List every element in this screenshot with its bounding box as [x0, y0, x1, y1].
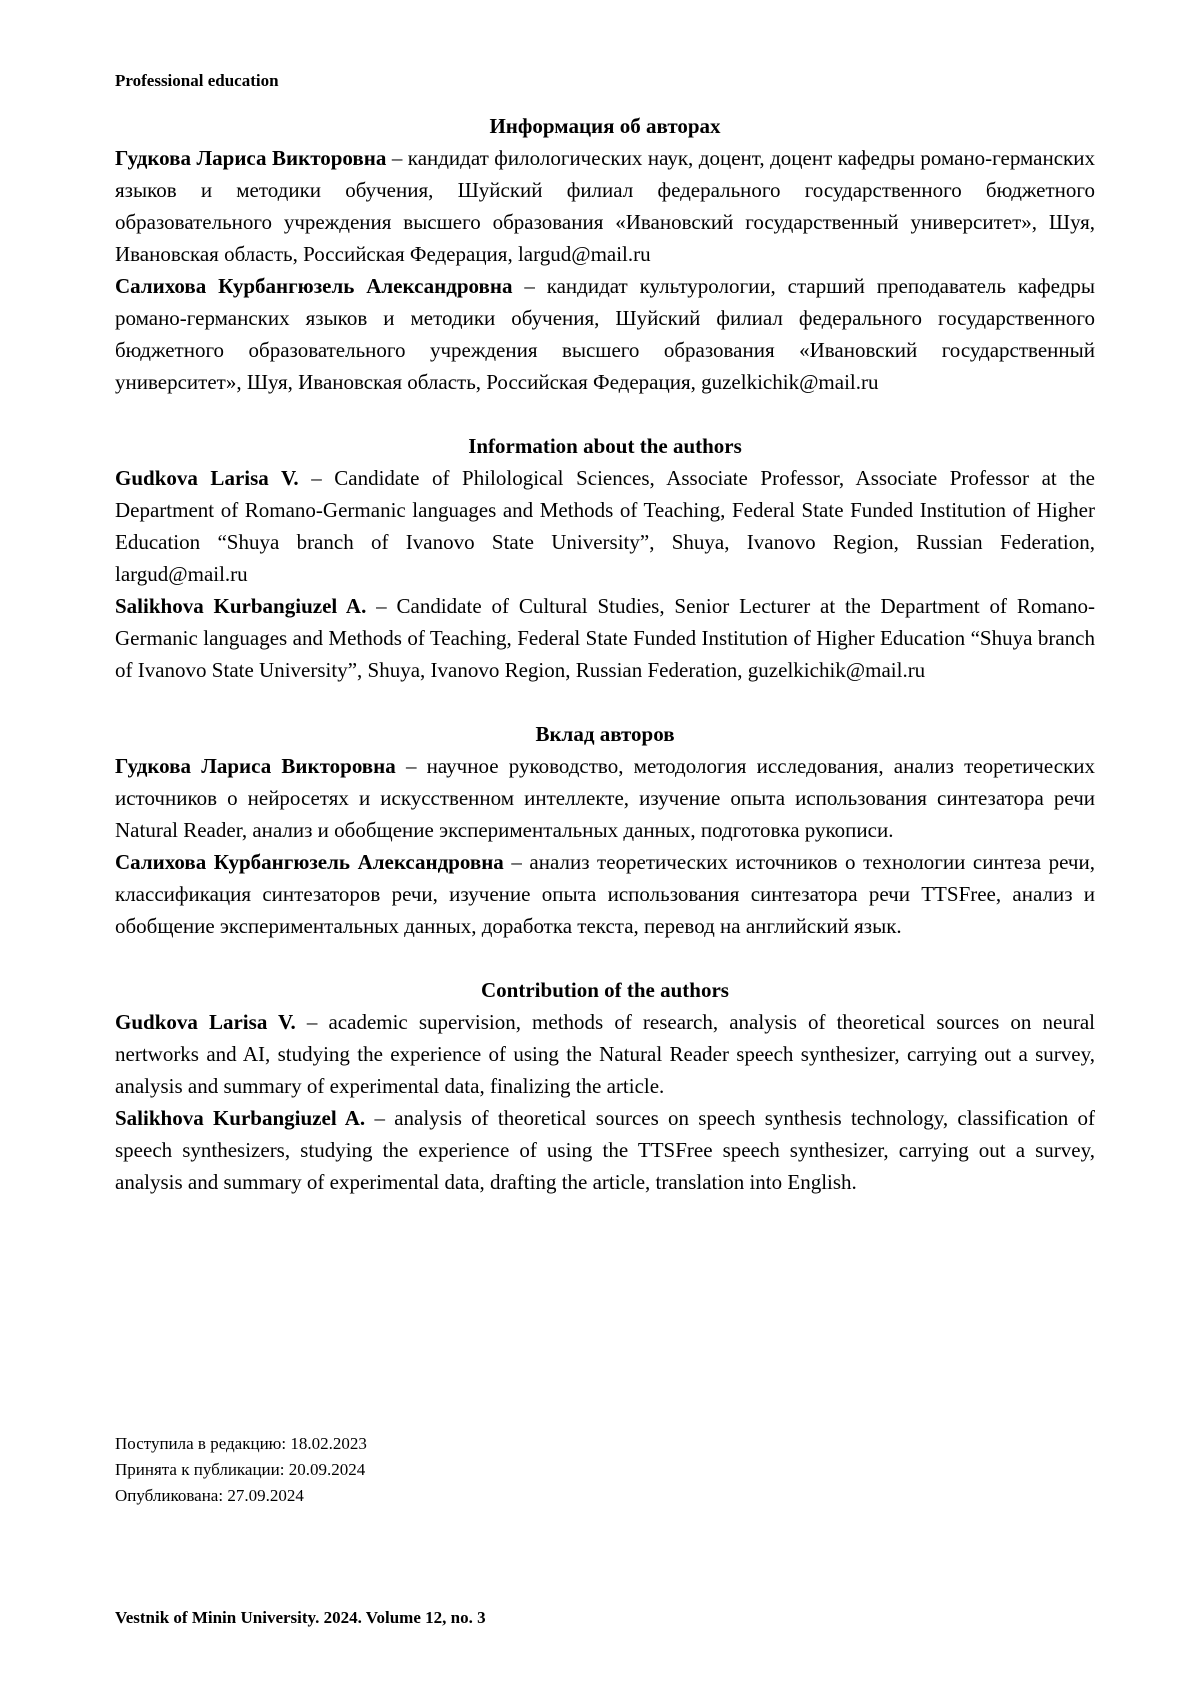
- contribution-description: – analysis of theoretical sources on speech synthesis technology, classification of speech synthesizers, studying the experience of using the TTSFree speech synthesizer, carrying out a survey, analysis and summary of experimental data, drafting the article, translation into English.: [115, 1106, 1095, 1194]
- author-name: Гудкова Лариса Викторовна: [115, 146, 387, 170]
- received-date: Поступила в редакцию: 18.02.2023: [115, 1434, 367, 1453]
- contribution-entry: [115, 1006, 1095, 1102]
- author-name: Гудкова Лариса Викторовна: [115, 754, 396, 778]
- section-title: Информация об авторах: [489, 114, 721, 138]
- author-description: – Candidate of Philological Sciences, Associate Professor, Associate Professor at the Department of Romano-Germanic languages and Methods of Teaching, Federal State Funded Institution of Higher Education “Shuya branch of Ivanovo State University”, Shuya, Ivanovo Region, Russian Federation, largud@mail.ru: [115, 466, 1095, 586]
- section-title: Information about the authors: [468, 434, 742, 458]
- section-title: Вклад авторов: [535, 722, 675, 746]
- author-entry: [115, 142, 1095, 270]
- author-name: Gudkova Larisa V.: [115, 1010, 296, 1034]
- contribution-description: – анализ теоретических источников о технологии синтеза речи, классификация синтезаторов речи, изучение опыта использования синтезатора речи TTSFree, анализ и обобщение экспериментальных данных, доработка текста, перевод на английский язык.: [115, 850, 1095, 938]
- journal-footer: Vestnik of Minin University. 2024. Volume 12, no. 3: [115, 1608, 486, 1627]
- author-name: Салихова Курбангюзель Александровна: [115, 850, 504, 874]
- author-name: Salikhova Kurbangiuzel A.: [115, 594, 367, 618]
- author-entry: [115, 270, 1095, 398]
- contribution-entry: [115, 750, 1095, 846]
- published-date: Опубликована: 27.09.2024: [115, 1486, 304, 1505]
- contribution-entry: [115, 1102, 1095, 1198]
- author-description: – кандидат культурологии, старший преподаватель кафедры романо-германских языков и методики обучения, Шуйский филиал федерального государственного бюджетного образовательного учреждения высшего образования «Ивановский государственный университет», Шуя, Ивановская область, Российская Федерация, guzelkichik@mail.ru: [115, 274, 1095, 394]
- contribution-description: – научное руководство, методология исследования, анализ теоретических источников о нейросетях и искусственном интеллекте, изучение опыта использования синтезатора речи Natural Reader, анализ и обобщение экспериментальных данных, подготовка рукописи.: [115, 754, 1095, 842]
- article-history: [115, 1431, 367, 1509]
- author-name: Gudkova Larisa V.: [115, 466, 299, 490]
- running-head: Professional education: [115, 71, 279, 90]
- accepted-date: Принята к публикации: 20.09.2024: [115, 1460, 366, 1479]
- page-body: [115, 70, 1095, 1230]
- section-authors-en: [115, 430, 1095, 686]
- contribution-entry: [115, 846, 1095, 942]
- author-description: – Candidate of Cultural Studies, Senior Lecturer at the Department of Romano-Germanic languages and Methods of Teaching, Federal State Funded Institution of Higher Education “Shuya branch of Ivanovo State University”, Shuya, Ivanovo Region, Russian Federation, guzelkichik@mail.ru: [115, 594, 1095, 682]
- section-contribution-ru: [115, 718, 1095, 942]
- contribution-description: – academic supervision, methods of research, analysis of theoretical sources on neural nertworks and AI, studying the experience of using the Natural Reader speech synthesizer, carrying out a survey, analysis and summary of experimental data, finalizing the article.: [115, 1010, 1095, 1098]
- section-title: Contribution of the authors: [481, 978, 729, 1002]
- author-name: Салихова Курбангюзель Александровна: [115, 274, 513, 298]
- section-contribution-en: [115, 974, 1095, 1198]
- author-name: Salikhova Kurbangiuzel A.: [115, 1106, 366, 1130]
- author-entry: [115, 462, 1095, 590]
- author-description: – кандидат филологических наук, доцент, доцент кафедры романо-германских языков и методики обучения, Шуйский филиал федерального государственного бюджетного образовательного учреждения высшего образования «Ивановский государственный университет», Шуя, Ивановская область, Российская Федерация, largud@mail.ru: [115, 146, 1095, 266]
- author-entry: [115, 590, 1095, 686]
- section-authors-ru: [115, 110, 1095, 398]
